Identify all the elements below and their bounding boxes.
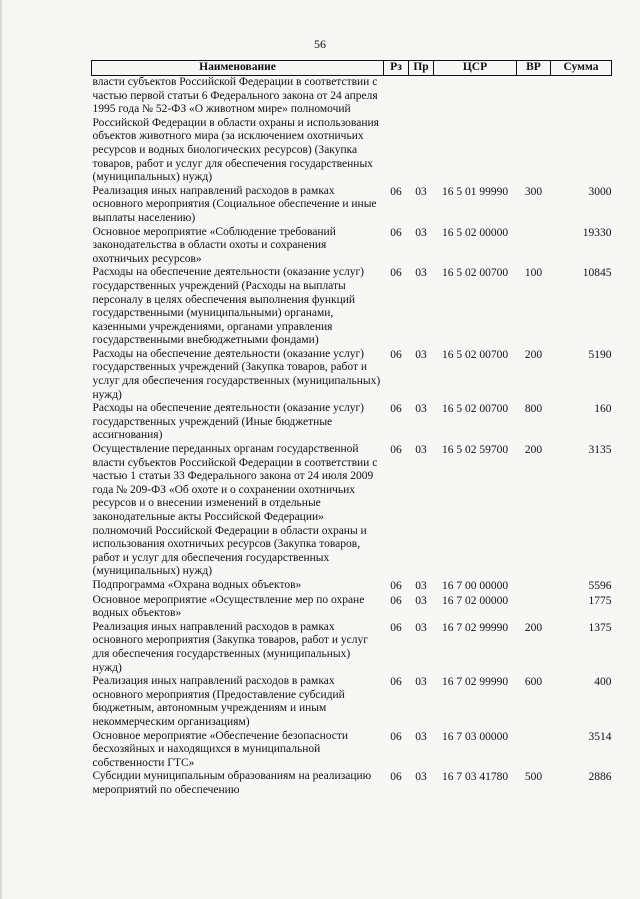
cell-name: Расходы на обеспечение деятельности (оказание услуг) государственных учреждений (Расходы на выплаты персоналу в целях обеспечения выполнения функций государственными (муниципальными) органами, казенными учреждениями, органами управления государственными внебюджетными фондами) [92, 266, 364, 347]
header-pr: Пр [409, 61, 434, 76]
table-row [92, 266, 612, 348]
cell-pr: 03 [415, 579, 427, 592]
cell-pr: 03 [415, 621, 427, 634]
cell-sum: 1375 [588, 621, 612, 634]
cell-sum: 2886 [588, 771, 612, 784]
cell-vr [517, 76, 551, 185]
cell-vr: 600 [524, 676, 543, 689]
cell-rz: 06 [390, 444, 402, 457]
cell-pr: 03 [415, 403, 427, 416]
cell-rz [384, 76, 409, 185]
cell-name: Субсидии муниципальным образованиям на реализацию мероприятий по обеспечению [92, 770, 372, 796]
cell-vr: 100 [524, 267, 543, 280]
cell-sum: 5190 [588, 348, 612, 361]
cell-vr: 200 [524, 348, 543, 361]
cell-rz: 06 [390, 348, 402, 361]
header-csr: ЦСР [434, 61, 517, 76]
cell-sum: 3135 [588, 444, 612, 457]
cell-name: Расходы на обеспечение деятельности (оказание услуг) государственных учреждений (Закупка товаров, работ и услуг для обеспечения государственных (муниципальных) нужд) [92, 347, 381, 401]
cell-rz: 06 [390, 403, 402, 416]
table-row [92, 594, 612, 621]
cell-csr: 16 5 01 99990 [441, 185, 509, 198]
cell-pr: 03 [415, 730, 427, 743]
scan-edge [0, 0, 3, 899]
table-row [92, 185, 612, 226]
cell-rz: 06 [390, 621, 402, 634]
cell-pr: 03 [415, 444, 427, 457]
cell-pr [409, 76, 434, 185]
budget-table [91, 60, 612, 797]
cell-name: власти субъектов Российской Федерации в соответствии с частью первой статьи 6 Федерального закона от 24 апреля 1995 года № 52-ФЗ «О животном мире» полномочий Российской Федерации в области охраны и использования объектов животного мира (за исключением охотничьих ресурсов и водных биологических ресурсов) (Закупка товаров, работ и услуг для обеспечения государственных (муниципальных) нужд) [92, 76, 379, 184]
cell-vr: 800 [524, 403, 543, 416]
cell-csr: 16 7 03 41780 [441, 771, 509, 784]
table-row [92, 770, 612, 797]
table-row [92, 402, 612, 443]
cell-name: Основное мероприятие «Осуществление мер по охране водных объектов» [92, 593, 365, 620]
cell-pr: 03 [415, 185, 427, 198]
table-row [92, 621, 612, 675]
table-row [92, 226, 612, 267]
table-header-row [92, 61, 612, 76]
cell-rz: 06 [390, 594, 402, 607]
cell-pr: 03 [415, 267, 427, 280]
cell-vr [517, 579, 551, 594]
cell-rz: 06 [390, 267, 402, 280]
header-rz: Рз [384, 61, 409, 76]
cell-name: Подпрограмма «Охрана водных объектов» [92, 578, 302, 591]
table-row [92, 76, 612, 185]
cell-vr: 500 [524, 771, 543, 784]
table-body [92, 76, 612, 798]
header-name: Наименование [92, 61, 384, 76]
cell-csr: 16 7 02 99990 [441, 621, 509, 634]
cell-csr [434, 76, 517, 185]
cell-csr: 16 5 02 00700 [441, 348, 509, 361]
cell-vr: 300 [524, 185, 543, 198]
cell-name: Осуществление переданных органам государственной власти субъектов Российской Федерации в соответствии с частью 1 статьи 33 Федерального закона от 24 июля 2009 года № 209-ФЗ «Об охоте и о сохранении охотничьих ресурсов и о внесении изменений в отдельные законодательные акты Российской Федерации» полномочий Российской Федерации в области охраны и использования охотничьих ресурсов (Закупка товаров, работ и услуг для обеспечения государственных (муниципальных) нужд) [92, 443, 378, 578]
cell-pr: 03 [415, 348, 427, 361]
cell-csr: 16 7 02 99990 [441, 676, 509, 689]
table-row [92, 579, 612, 594]
cell-sum: 1775 [588, 594, 612, 607]
cell-sum: 160 [594, 403, 612, 416]
cell-vr [517, 226, 551, 267]
cell-rz: 06 [390, 579, 402, 592]
cell-name: Реализация иных направлений расходов в рамках основного мероприятия (Предоставление субсидий бюджетным, автономным учреждениям и иным некоммерческим организациям) [92, 675, 345, 728]
table-row [92, 730, 612, 771]
cell-sum: 400 [594, 676, 612, 689]
cell-vr: 200 [524, 621, 543, 634]
cell-csr: 16 5 02 59700 [441, 444, 509, 457]
table-row [92, 675, 612, 729]
cell-csr: 16 5 02 00700 [441, 267, 509, 280]
cell-csr: 16 7 00 00000 [441, 579, 509, 592]
cell-csr: 16 5 02 00000 [441, 226, 509, 239]
cell-vr: 200 [524, 444, 543, 457]
cell-vr [517, 730, 551, 771]
cell-vr [517, 594, 551, 621]
cell-sum [551, 76, 612, 185]
cell-sum: 3514 [588, 730, 612, 743]
cell-sum: 5596 [588, 579, 612, 592]
cell-name: Реализация иных направлений расходов в рамках основного мероприятия (Закупка товаров, работ и услуг для обеспечения государственных (муниципальных) нужд) [92, 620, 368, 674]
cell-rz: 06 [390, 771, 402, 784]
page-number: 56 [314, 37, 326, 51]
cell-rz: 06 [390, 676, 402, 689]
table-row [92, 443, 612, 579]
cell-rz: 06 [390, 226, 402, 239]
cell-csr: 16 7 02 00000 [441, 594, 509, 607]
cell-name: Основное мероприятие «Соблюдение требований законодательства в области охоты и сохранения охотничьих ресурсов» [92, 225, 336, 265]
cell-sum: 19330 [582, 226, 612, 239]
cell-pr: 03 [415, 771, 427, 784]
cell-csr: 16 7 03 00000 [441, 730, 509, 743]
header-sum: Сумма [551, 61, 612, 76]
cell-rz: 06 [390, 185, 402, 198]
cell-rz: 06 [390, 730, 402, 743]
table-row [92, 348, 612, 402]
cell-pr: 03 [415, 676, 427, 689]
cell-pr: 03 [415, 594, 427, 607]
header-vr: ВР [517, 61, 551, 76]
cell-name: Расходы на обеспечение деятельности (оказание услуг) государственных учреждений (Иные бюджетные ассигнования) [92, 402, 364, 442]
cell-sum: 3000 [588, 185, 612, 198]
cell-csr: 16 5 02 00700 [441, 403, 509, 416]
cell-name: Реализация иных направлений расходов в рамках основного мероприятия (Социальное обеспечение и иные выплаты населению) [92, 184, 377, 224]
cell-sum: 10845 [582, 267, 612, 280]
cell-pr: 03 [415, 226, 427, 239]
cell-name: Основное мероприятие «Обеспечение безопасности бесхозяйных и находящихся в муниципальной собственности ГТС» [92, 729, 349, 769]
